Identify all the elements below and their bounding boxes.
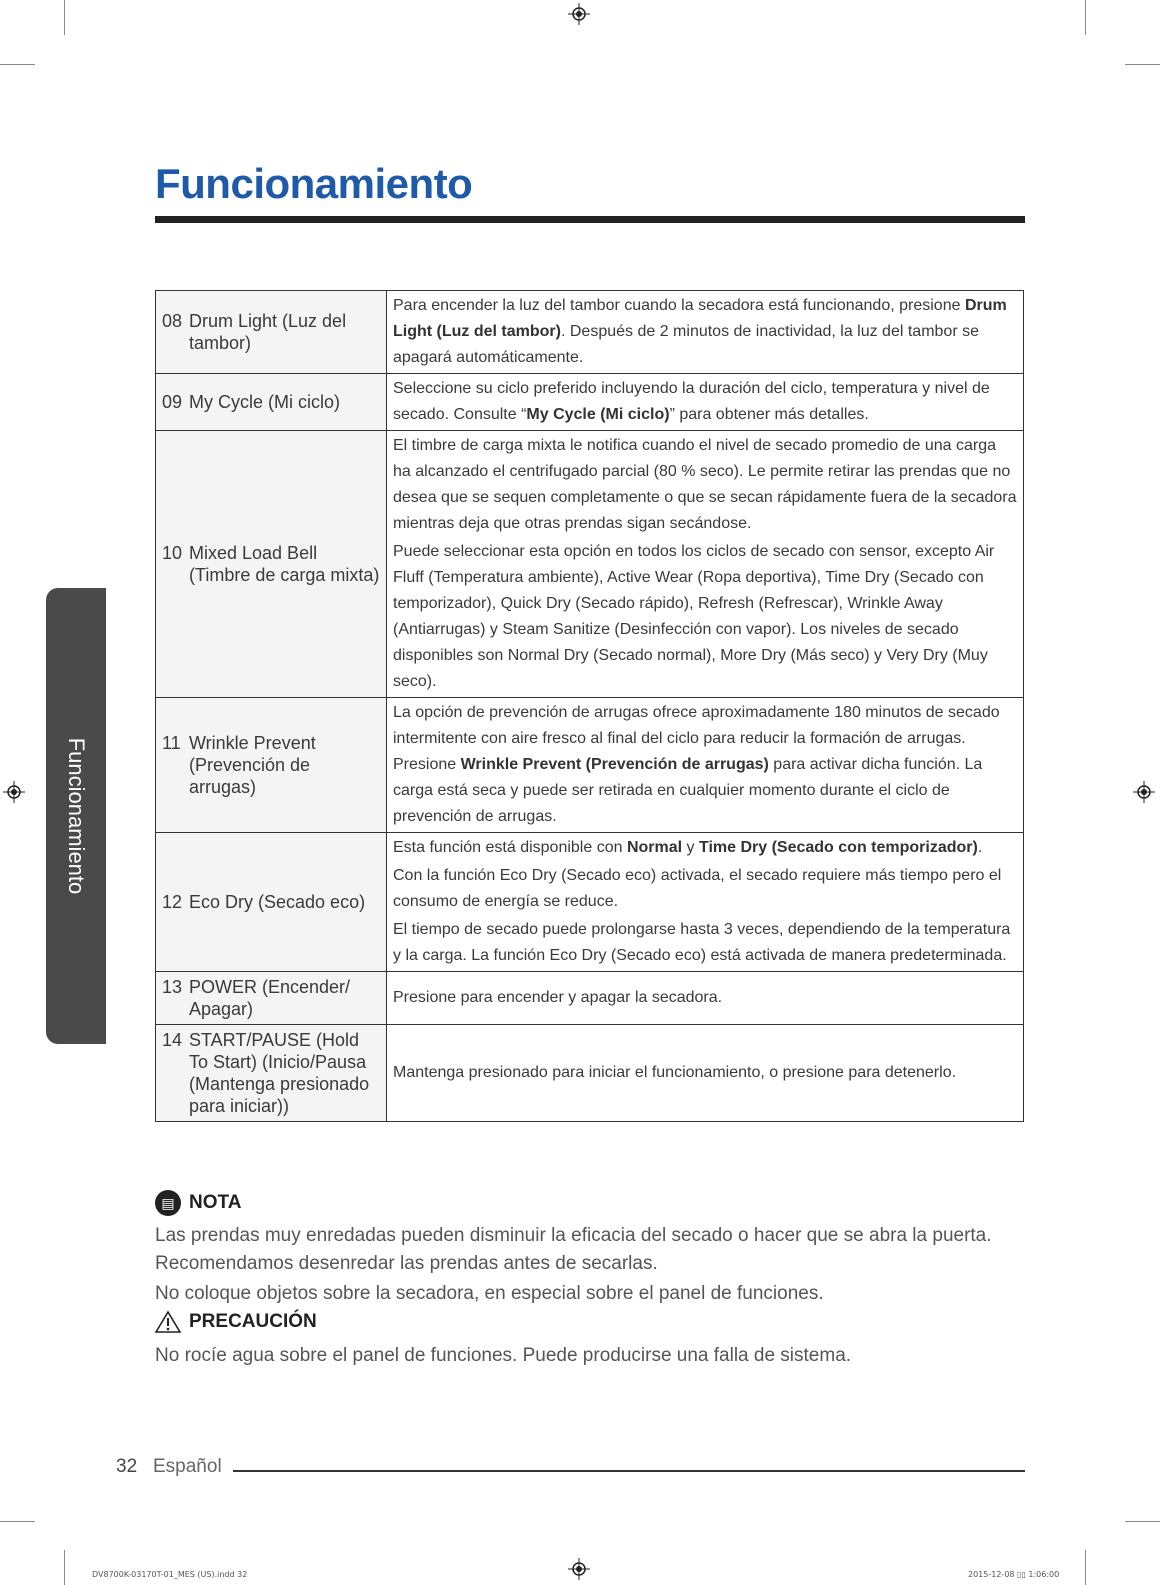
description-text: Puede seleccionar esta opción en todos los ciclos de secado con sensor, excepto Air Fluff (Temperatura ambiente), Active Wear (Ropa deportiva), Time Dry (Secado con temporizador), Quick Dry (Secado rápido), Refresh (Refrescar), Wrinkle Away (Antiarrugas) y Steam Sanitize (Desinfección con vapor). Los niveles de secado disponibles son Normal Dry (Secado normal), More Dry (Más seco) y Very Dry (Muy seco). bbox=[393, 543, 995, 690]
registration-mark-icon bbox=[1133, 781, 1155, 803]
description-text: Con la función Eco Dry (Secado eco) activada, el secado requiere más tiempo pero el consumo de energía se reduce. bbox=[393, 867, 1002, 910]
function-key-cell bbox=[156, 833, 387, 972]
function-name: Wrinkle Prevent (Prevención de arrugas) bbox=[189, 733, 316, 797]
function-key-cell bbox=[156, 698, 387, 833]
print-slug-date: 2015-12-08 ▯▯ 1:06:00 bbox=[968, 1570, 1060, 1579]
function-key-cell bbox=[156, 374, 387, 431]
description-emphasis: Drum Light (Luz del tambor) bbox=[393, 297, 1007, 340]
crop-mark bbox=[64, 1550, 65, 1585]
footer-language: Español bbox=[153, 1456, 222, 1477]
function-row bbox=[156, 833, 1024, 972]
function-name: Mixed Load Bell (Timbre de carga mixta) bbox=[189, 543, 380, 585]
function-name: START/PAUSE (Hold To Start) (Inicio/Pausa (Mantenga presionado para iniciar)) bbox=[189, 1030, 370, 1116]
note-icon: ▤ bbox=[155, 1190, 181, 1216]
description-text: El tiempo de secado puede prolongarse hasta 3 veces, dependiendo de la temperatura y la carga. La función Eco Dry (Secado eco) está activada de manera predeterminada. bbox=[393, 921, 1011, 964]
functions-table bbox=[155, 290, 1024, 1122]
registration-mark-icon bbox=[3, 781, 25, 803]
crop-mark bbox=[1125, 64, 1160, 65]
warning-triangle-icon bbox=[155, 1310, 181, 1334]
description-paragraph bbox=[393, 863, 1017, 915]
function-row bbox=[156, 698, 1024, 833]
description-text: . Después de 2 minutos de inactividad, la luz del tambor se apagará automáticamente. bbox=[393, 323, 979, 366]
page-number: 32 bbox=[116, 1456, 138, 1477]
description-text: . bbox=[977, 839, 983, 856]
description-paragraph bbox=[393, 433, 1017, 537]
note-line: No coloque objetos sobre la secadora, en especial sobre el panel de funciones. bbox=[155, 1283, 824, 1304]
function-description bbox=[387, 431, 1024, 698]
print-slug-file: DV8700K-03170T-01_MES (US).indd 32 bbox=[92, 1570, 248, 1579]
side-tab bbox=[46, 588, 106, 1044]
function-row bbox=[156, 431, 1024, 698]
function-key-cell bbox=[156, 431, 387, 698]
function-description bbox=[387, 374, 1024, 431]
function-key-cell bbox=[156, 291, 387, 374]
crop-mark bbox=[1125, 1521, 1160, 1522]
description-paragraph bbox=[393, 917, 1017, 969]
description-text: Para encender la luz del tambor cuando la secadora está funcionando, presione bbox=[393, 297, 965, 314]
crop-mark bbox=[1085, 1550, 1086, 1585]
description-text: Esta función está disponible con bbox=[393, 839, 627, 856]
page-title: Funcionamiento bbox=[155, 160, 473, 207]
function-row bbox=[156, 1025, 1024, 1122]
description-text: El timbre de carga mixta le notifica cuando el nivel de secado promedio de una carga ha alcanzado el centrifugado parcial (80 % seco). Le permite retirar las prendas que no desea que se sequen completamente o que se secan rápidamente fuera de la secadora mientras deja que otras prendas sigan secándose. bbox=[393, 437, 1017, 532]
function-description bbox=[387, 1025, 1024, 1122]
function-number: 14 bbox=[162, 1030, 183, 1050]
function-description bbox=[387, 972, 1024, 1025]
function-description bbox=[387, 833, 1024, 972]
registration-mark-icon bbox=[568, 1558, 590, 1580]
title-rule bbox=[155, 216, 1025, 223]
description-text: para activar dicha función. La carga está seca y puede ser retirada en cualquier momento durante el ciclo de prevención de arrugas. bbox=[393, 756, 983, 825]
crop-mark bbox=[64, 0, 65, 35]
description-paragraph bbox=[393, 835, 1017, 861]
function-number: 13 bbox=[162, 977, 183, 997]
note-header bbox=[155, 1190, 241, 1216]
function-description bbox=[387, 291, 1024, 374]
description-text: y bbox=[682, 839, 699, 856]
description-text: Seleccione su ciclo preferido incluyendo la duración del ciclo, temperatura y nivel de secado. Consulte “ bbox=[393, 380, 990, 423]
description-paragraph bbox=[393, 293, 1017, 371]
crop-mark bbox=[1085, 0, 1086, 35]
function-number: 12 bbox=[162, 892, 183, 912]
description-text: ” para obtener más detalles. bbox=[669, 406, 869, 423]
caution-text: No rocíe agua sobre el panel de funciones. Puede producirse una falla de sistema. bbox=[155, 1345, 852, 1366]
function-description bbox=[387, 698, 1024, 833]
caution-header bbox=[155, 1310, 317, 1334]
function-number: 09 bbox=[162, 392, 183, 412]
registration-mark-icon bbox=[568, 3, 590, 25]
caution-title: PRECAUCIÓN bbox=[189, 1311, 317, 1332]
description-text: La opción de prevención de arrugas ofrece aproximadamente 180 minutos de secado intermitente con aire fresco al final del ciclo para reducir la formación de arrugas. Presione bbox=[393, 704, 1000, 773]
description-paragraph bbox=[393, 376, 1017, 428]
description-paragraph bbox=[393, 985, 1017, 1011]
function-row bbox=[156, 374, 1024, 431]
function-name: Drum Light (Luz del tambor) bbox=[189, 311, 347, 353]
footer-rule bbox=[233, 1470, 1025, 1472]
description-text: Presione para encender y apagar la secadora. bbox=[393, 989, 723, 1006]
function-name: POWER (Encender/ Apagar) bbox=[189, 977, 351, 1019]
function-number: 08 bbox=[162, 311, 183, 331]
function-row bbox=[156, 972, 1024, 1025]
crop-mark bbox=[0, 1521, 35, 1522]
description-emphasis: Wrinkle Prevent (Prevención de arrugas) bbox=[460, 756, 769, 773]
description-emphasis: My Cycle (Mi ciclo) bbox=[526, 406, 670, 423]
description-paragraph bbox=[393, 700, 1017, 830]
description-paragraph bbox=[393, 539, 1017, 695]
function-name: My Cycle (Mi ciclo) bbox=[189, 392, 340, 412]
description-paragraph bbox=[393, 1060, 1017, 1086]
function-key-cell bbox=[156, 1025, 387, 1122]
crop-mark bbox=[0, 64, 35, 65]
description-emphasis: Normal bbox=[626, 839, 683, 856]
function-row bbox=[156, 291, 1024, 374]
function-name: Eco Dry (Secado eco) bbox=[189, 892, 366, 912]
side-tab-label: Funcionamiento bbox=[64, 737, 89, 895]
description-text: Mantenga presionado para iniciar el funcionamiento, o presione para detenerlo. bbox=[393, 1064, 957, 1081]
function-key-cell bbox=[156, 972, 387, 1025]
function-number: 10 bbox=[162, 543, 183, 563]
note-title: NOTA bbox=[189, 1192, 242, 1213]
note-line: Las prendas muy enredadas pueden disminuir la eficacia del secado o hacer que se abra la puerta. Recomendamos desenredar las prendas antes de secarlas. bbox=[155, 1225, 992, 1274]
description-emphasis: Time Dry (Secado con temporizador) bbox=[698, 839, 978, 856]
function-number: 11 bbox=[162, 733, 181, 753]
